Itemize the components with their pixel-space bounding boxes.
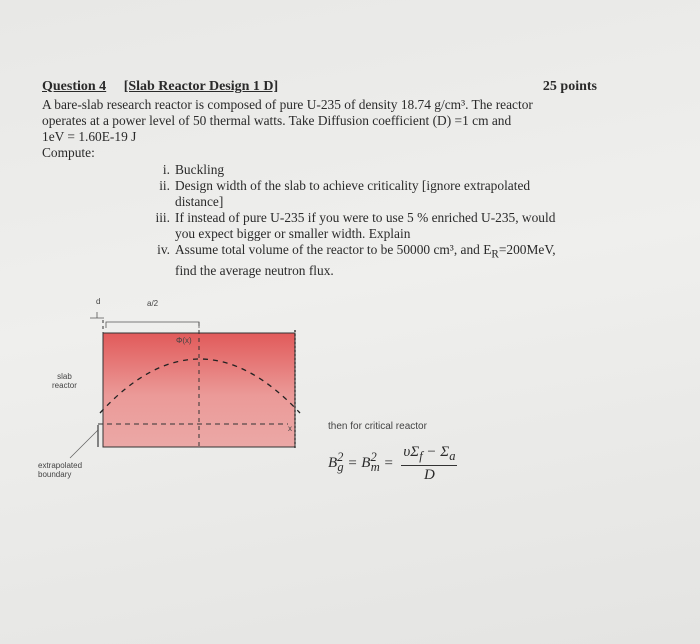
task-text-part: =200MeV,	[498, 242, 556, 257]
eq-denominator: D	[424, 467, 435, 483]
task-text-part: Assume total volume of the reactor to be 50000 cm³, and E	[175, 242, 492, 257]
label-extrapolated-boundary	[38, 461, 82, 479]
task-text: Design width of the slab to achieve criticality [ignore extrapolated	[175, 178, 531, 193]
question-title: [Slab Reactor Design 1 D]	[123, 79, 279, 94]
task-text: find the average neutron flux.	[175, 262, 334, 278]
extrapolated-boundary-arrow	[70, 430, 98, 458]
eq-b: B	[328, 455, 338, 472]
label-ext-line: boundary	[38, 470, 72, 479]
task-text: Buckling	[175, 162, 225, 177]
label-ext-line: extrapolated	[38, 461, 83, 470]
d-marker	[90, 312, 104, 318]
eq-b: B	[361, 455, 371, 472]
task-numeral: ii.	[159, 178, 170, 193]
label-half-width: a/2	[147, 299, 159, 308]
task-numeral: i.	[162, 162, 170, 177]
question-number: Question 4	[42, 79, 107, 94]
eq-lhs	[328, 450, 344, 475]
label-x-axis: x	[288, 424, 292, 433]
eq-equals: =	[347, 455, 358, 472]
eq-sub-g: g	[337, 460, 344, 475]
task-text: If instead of pure U-235 if you were to use 5 % enriched U-235, would	[175, 210, 556, 225]
label-flux: Φ(x)	[176, 336, 192, 345]
intro-line: A bare-slab research reactor is composed of pure U-235 of density 18.74 g/cm³. The reactor	[42, 97, 533, 112]
eq-sub-f: f	[419, 449, 423, 463]
energy-subscript: R	[491, 248, 499, 261]
eq-minus-sigma: − Σ	[422, 444, 450, 460]
label-slab-line: slab	[57, 372, 72, 381]
question-points: 25 points	[542, 79, 597, 94]
equation-intro: then for critical reactor	[328, 421, 427, 432]
label-slab-line: reactor	[52, 381, 77, 390]
eq-mid	[361, 450, 380, 475]
task-numeral: iii.	[155, 210, 170, 225]
task-text: distance]	[175, 194, 224, 209]
compute-label: Compute:	[42, 145, 95, 160]
intro-line: 1eV = 1.60E-19 J	[42, 129, 137, 144]
half-width-bracket	[106, 322, 199, 328]
label-d: d	[96, 297, 101, 306]
eq-fraction	[401, 444, 457, 484]
label-slab-reactor	[52, 372, 77, 390]
eq-numerator	[401, 444, 457, 466]
eq-sub-a: a	[449, 449, 456, 463]
task-numeral: iv.	[157, 242, 170, 257]
eq-equals: =	[383, 455, 394, 472]
task-text: you expect bigger or smaller width. Explain	[175, 226, 411, 241]
eq-sup: 2	[370, 450, 377, 465]
eq-nu-sigma: υΣ	[403, 444, 420, 460]
eq-sup: 2	[337, 450, 344, 465]
criticality-equation	[328, 444, 457, 484]
intro-line: operates at a power level of 50 thermal watts. Take Diffusion coefficient (D) =1 cm and	[42, 113, 512, 128]
eq-sub-m: m	[370, 460, 380, 475]
